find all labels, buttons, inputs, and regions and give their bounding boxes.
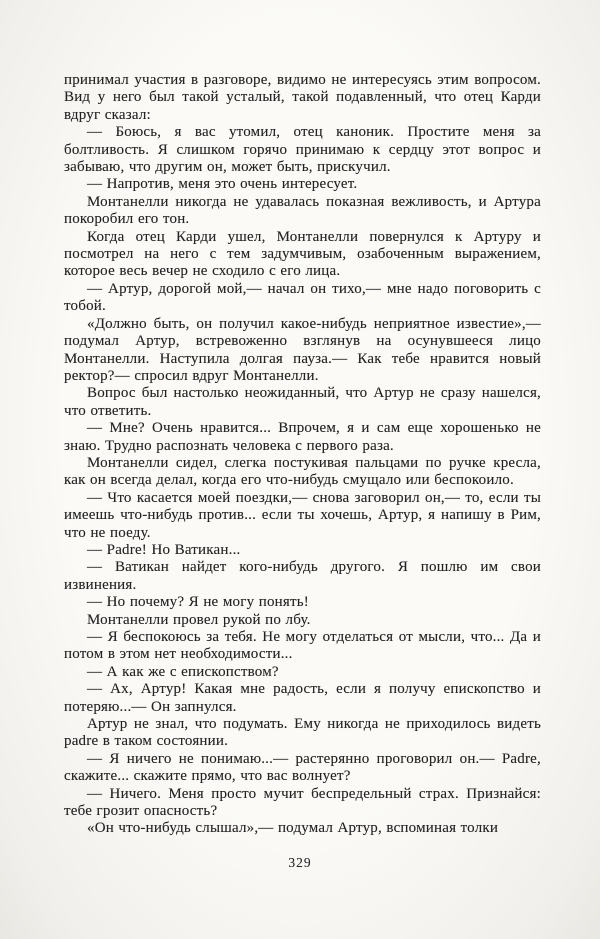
- paragraph: — Ах, Артур! Какая мне радость, если я получу епископство и потеряю...— Он запнулся.: [64, 681, 541, 715]
- paragraph: — Мне? Очень нравится... Впрочем, я и сам еще хорошенько не знаю. Трудно распознать человека с первого раза.: [64, 420, 541, 454]
- paragraph: Артур не знал, что подумать. Ему никогда не приходилось видеть padre в таком состоянии.: [64, 716, 541, 750]
- text-block: [64, 72, 541, 838]
- paragraph: — Но почему? Я не могу понять!: [87, 594, 310, 611]
- paragraph: Монтанелли никогда не удавалась показная вежливость, и Артура покоробил его тон.: [64, 193, 541, 228]
- paragraph: «Должно быть, он получил какое-нибудь неприятное известие»,— подумал Артур, встревоженно взглянув на осунувшееся лицо Монтанелли. Наступила долгая пауза.— Как тебе нравится новый ректор?— спросил вдруг Монтанелли.: [64, 315, 541, 384]
- paragraph: — Боюсь, я вас утомил, отец каноник. Простите меня за болтливость. Я слишком горячо принимаю к сердцу этот вопрос и забываю, что другим он, может быть, прискучил.: [64, 124, 541, 176]
- paragraph: Вопрос был настолько неожиданный, что Артур не сразу нашелся, что ответить.: [64, 385, 541, 419]
- paragraph: принимал участия в разговоре, видимо не интересуясь этим вопросом. Вид у него был такой усталый, такой подавленный, что отец Карди вдруг сказал:: [64, 72, 541, 123]
- paragraph: — Ничего. Меня просто мучит беспредельный страх. Признайся: тебе грозит опасность?: [64, 785, 541, 820]
- paragraph: — Я ничего не понимаю...— растерянно проговорил он.— Padre, скажите... скажите прямо, что вас волнует?: [64, 750, 541, 785]
- paragraph: — Артур, дорогой мой,— начал он тихо,— мне надо поговорить с тобой.: [64, 280, 541, 315]
- paragraph: — Я беспокоюсь за тебя. Не могу отделаться от мысли, что... Да и потом в этом нет необходимости...: [64, 629, 541, 663]
- paragraph: — Что касается моей поездки,— снова заговорил он,— то, если ты имеешь что-нибудь против... если ты хочешь, Артур, я напишу в Рим, что не поеду.: [64, 489, 541, 541]
- paragraph: — Padre! Но Ватикан...: [87, 541, 241, 558]
- paragraph: Монтанелли сидел, слегка постукивая пальцами по ручке кресла, как он всегда делал, когда его что-нибудь смущало или беспокоило.: [64, 454, 541, 489]
- paragraph: — Ватикан найдет кого-нибудь другого. Я пошлю им свои извинения.: [64, 559, 541, 593]
- page-number: 329: [288, 855, 312, 870]
- paragraph: — Напротив, меня это очень интересует.: [87, 176, 358, 193]
- paragraph: «Он что-нибудь слышал»,— подумал Артур, вспоминая толки: [87, 820, 499, 837]
- paragraph: Монтанелли провел рукой по лбу.: [87, 611, 311, 628]
- paragraph: Когда отец Карди ушел, Монтанелли повернулся к Артуру и посмотрел на него с тем задумчивым, озабоченным выражением, которое весь вечер не сходило с его лица.: [64, 228, 541, 280]
- paragraph: — А как же с епископством?: [87, 663, 279, 680]
